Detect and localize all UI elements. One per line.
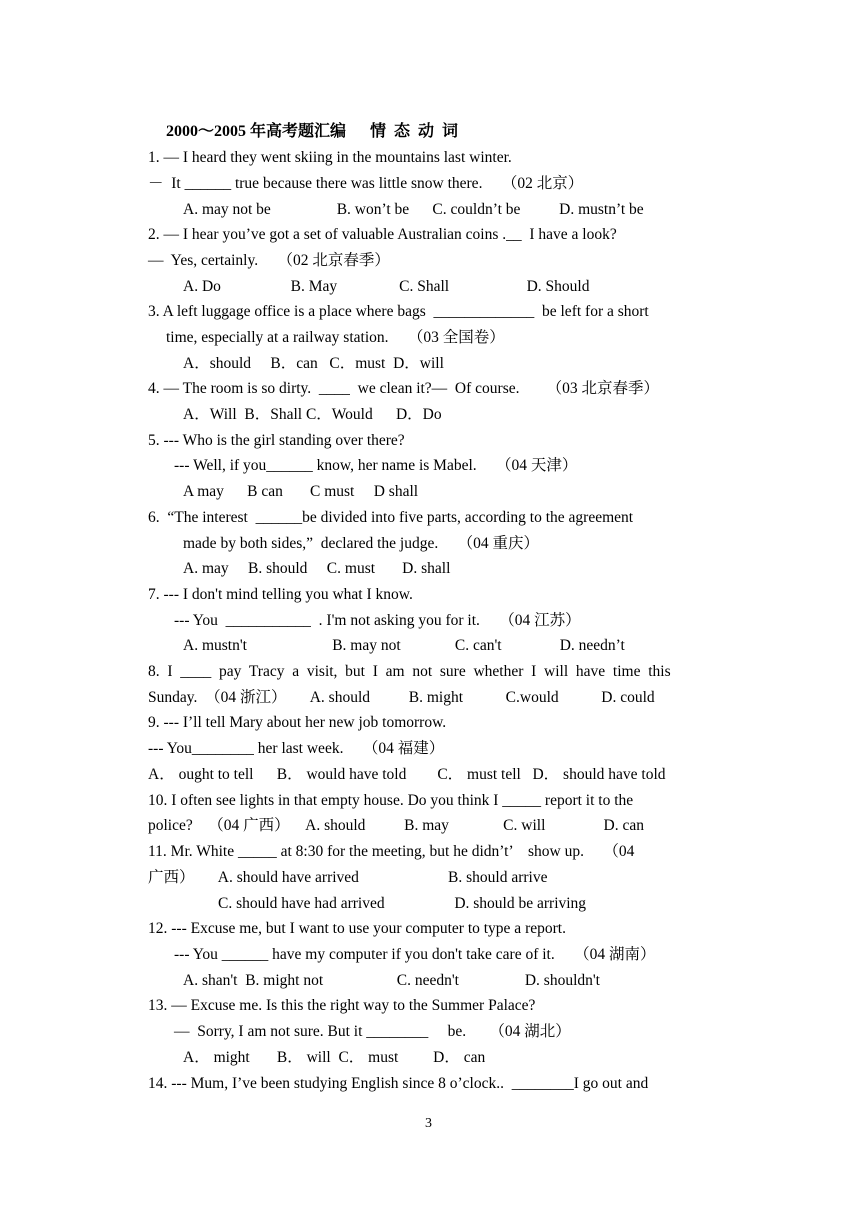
q1-options: A. may not be B. won’t be C. couldn’t be D. mustn’t be [183,201,644,218]
q5-options: A may B can C must D shall [183,483,419,500]
q11-stem: 11. Mr. White _____ at 8:30 for the meeting, but he didn’t’ show up. （04 [148,843,635,860]
q2-stem: 2. — I hear you’ve got a set of valuable Australian coins .__ I have a look? [148,226,617,243]
q8-stem: 8. I ____ pay Tracy a visit, but I am not sure whether I will have time this [148,663,671,680]
page-title: 2000～2005 年高考题汇编 情 态 动 词 [166,123,459,140]
q3-options: A．should B．can C．must D．will [183,355,444,372]
q7-options: A. mustn't B. may not C. can't D. needn’t [183,637,625,654]
q6-stem: 6. “The interest ______be divided into five parts, according to the agreement [148,509,634,526]
q6-options: A. may B. should C. must D. shall [183,560,451,577]
q13-reply: — Sorry, I am not sure. But it ________ be. （04 湖北） [174,1023,571,1040]
q11-options-2: C. should have had arrived D. should be arriving [218,895,587,912]
q10-stem-cont: police? （04 广西） A. should B. may C. will D. can [148,817,644,834]
q7-reply: --- You ___________ . I'm not asking you for it. （04 江苏） [174,612,581,629]
q3-stem-cont: time, especially at a railway station. （03 全国卷） [166,329,505,346]
q1-stem: 1. — I heard they went skiing in the mountains last winter. [148,149,512,166]
q12-reply: --- You ______ have my computer if you don't take care of it. （04 湖南） [174,946,656,963]
q14-stem: 14. --- Mum, I’ve been studying English since 8 o’clock.. ________I go out and [148,1075,649,1092]
q7-stem: 7. --- I don't mind telling you what I know. [148,586,413,603]
q13-stem: 13. — Excuse me. Is this the right way to the Summer Palace? [148,997,536,1014]
q9-options: A． ought to tell B． would have told C． must tell D． should have told [148,766,666,783]
q9-stem: 9. --- I’ll tell Mary about her new job tomorrow. [148,714,447,731]
q2-reply: — Yes, certainly. （02 北京春季） [148,252,390,269]
q5-stem: 5. --- Who is the girl standing over there? [148,432,405,449]
q12-stem: 12. --- Excuse me, but I want to use your computer to type a report. [148,920,566,937]
q12-options: A. shan't B. might not C. needn't D. shouldn't [183,972,600,989]
q13-options: A． might B． will C． must D． can [183,1049,486,1066]
q4-options: A．Will B．Shall C．Would D．Do [183,406,442,423]
q1-reply: － It ______ true because there was little snow there. （02 北京） [148,175,584,192]
q9-reply: --- You________ her last week. （04 福建） [148,740,445,757]
q6-stem-cont: made by both sides,” declared the judge. （04 重庆） [183,535,539,552]
page-number: 3 [425,1116,432,1131]
q3-stem: 3. A left luggage office is a place where bags _____________ be left for a short [148,303,649,320]
q8-stem-cont: Sunday. （04 浙江） A. should B. might C.would D. could [148,689,655,706]
q11-options-1: 广西） A. should have arrived B. should arrive [148,869,548,886]
q10-stem: 10. I often see lights in that empty house. Do you think I _____ report it to the [148,792,634,809]
q5-reply: --- Well, if you______ know, her name is Mabel. （04 天津） [174,457,578,474]
q2-options: A. Do B. May C. Shall D. Should [183,278,590,295]
q4-stem: 4. — The room is so dirty. ____ we clean it?— Of course. （03 北京春季） [148,380,659,397]
